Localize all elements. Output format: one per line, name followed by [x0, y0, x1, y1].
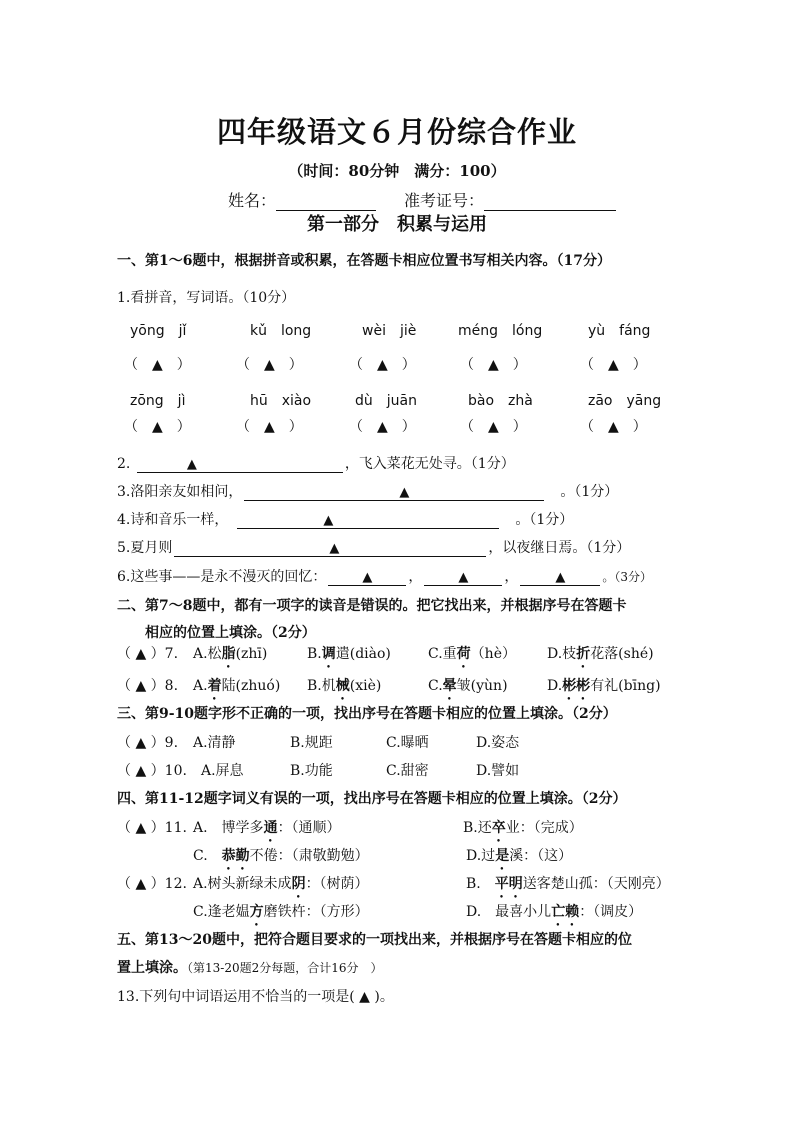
pinyin: yù fáng	[588, 323, 651, 339]
triangle-marker: ▲	[186, 457, 197, 472]
answer-box[interactable]: （ ▲ ）	[580, 357, 647, 373]
pinyin: kǔ long	[250, 323, 312, 339]
q9-option-d: D.姿态	[476, 735, 520, 751]
section2-heading: 二、第7～8题中，都有一项字的读音是错误的。把它找出来，并根据序号在答题卡	[117, 598, 627, 614]
triangle-marker: ▲	[458, 570, 469, 585]
triangle-marker: ▲	[399, 485, 410, 500]
q2	[117, 453, 515, 473]
page-title: 四年级语文６月份综合作业	[216, 115, 577, 149]
q12-option-b: B. 平明送客楚山孤：（天刚亮）	[466, 876, 670, 892]
answer-box[interactable]: （ ▲ ）	[124, 419, 191, 435]
pinyin: zōng jì	[130, 393, 186, 409]
q8-number[interactable]: （ ▲ ）8.	[117, 678, 179, 694]
id-label: 准考证号：	[404, 191, 485, 210]
pinyin: hū xiào	[250, 393, 312, 409]
q6-blank-3[interactable]	[520, 570, 600, 586]
section5-heading: 五、第13～20题中，把符合题目要求的一项找出来，并根据序号在答题卡相应的位	[117, 932, 632, 948]
q5-text: 5.夏月则	[117, 540, 173, 556]
q7-number[interactable]: （ ▲ ）7.	[117, 646, 179, 662]
pinyin: méng lóng	[458, 323, 543, 339]
q2-text: ，飞入菜花无处寻。（1分）	[344, 456, 515, 472]
q12-option-c: C.逢老媪方磨铁杵：（方形）	[193, 904, 369, 920]
q10-option-a: A.屏息	[201, 763, 244, 779]
q8-option-c: C.晕皱(yùn)	[428, 678, 508, 694]
part-title: 第一部分 积累与运用	[307, 214, 487, 235]
answer-box[interactable]: （ ▲ ）	[236, 419, 303, 435]
q6-end: 。（3分）	[602, 570, 652, 584]
pinyin: bào zhà	[468, 393, 533, 409]
q10-option-d: D.譬如	[476, 763, 520, 779]
name-label: 姓名：	[228, 191, 277, 210]
q4-end: 。（1分）	[515, 512, 574, 528]
q3	[117, 481, 618, 501]
pinyin: yōng jǐ	[130, 323, 187, 339]
q11-option-d: D.过是溪：（这）	[466, 848, 573, 864]
pinyin: zāo yāng	[588, 393, 662, 409]
q6	[117, 566, 652, 586]
q6-sep: ，	[408, 569, 423, 585]
q7-option-a: A.松脂(zhī)	[193, 646, 268, 662]
q6-sep: ，	[504, 569, 519, 585]
q11-option-b: B.还卒业：（完成）	[463, 820, 583, 836]
q9-option-a: A.清静	[193, 735, 236, 751]
q3-text: 3.洛阳亲友如相问，	[117, 484, 243, 500]
q2-blank[interactable]	[137, 457, 343, 473]
answer-box[interactable]: （ ▲ ）	[236, 357, 303, 373]
q4-blank[interactable]	[237, 513, 499, 529]
q7-option-d: D.枝折花落(shé)	[547, 646, 654, 662]
id-blank	[484, 194, 616, 211]
answer-box[interactable]: （ ▲ ）	[580, 419, 647, 435]
q4	[117, 509, 573, 529]
triangle-marker: ▲	[323, 513, 334, 528]
name-field	[228, 188, 376, 211]
answer-box[interactable]: （ ▲ ）	[460, 419, 527, 435]
section1-heading: 一、第1～6题中，根据拼音或积累，在答题卡相应位置书写相关内容。（17分）	[117, 253, 611, 269]
q8-option-d: D.彬彬有礼(bīng)	[547, 678, 661, 694]
q5-end: ，以夜继日焉。（1分）	[488, 540, 631, 556]
pinyin: wèi jiè	[362, 323, 417, 339]
answer-box[interactable]: （ ▲ ）	[460, 357, 527, 373]
q1-label: 1.看拼音，写词语。（10分）	[117, 290, 296, 306]
q9-number[interactable]: （ ▲ ）9.	[117, 735, 179, 751]
q12-option-a: A.树头新绿未成阴：（树荫）	[193, 876, 369, 892]
section2-heading-cont: 相应的位置上填涂。（2分）	[145, 625, 316, 641]
section3-heading: 三、第9-10题字形不正确的一项，找出序号在答题卡相应的位置上填涂。（2分）	[117, 706, 617, 722]
name-blank	[276, 194, 376, 211]
q12-number[interactable]: （ ▲ ）12.	[117, 876, 187, 892]
q9-option-b: B.规距	[290, 735, 333, 751]
q5-blank[interactable]	[174, 541, 486, 557]
triangle-marker: ▲	[329, 541, 340, 556]
q13: 13.下列句中词语运用不恰当的一项是( ▲ )。	[117, 989, 394, 1005]
q12-option-d: D. 最喜小儿亡赖：（调皮）	[466, 904, 643, 920]
q10-number[interactable]: （ ▲ ）10.	[117, 763, 187, 779]
answer-box[interactable]: （ ▲ ）	[349, 419, 416, 435]
q7-option-c: C.重荷（hè）	[428, 646, 516, 662]
q11-option-c: C. 恭勤不倦：（肃敬勤勉）	[193, 848, 369, 864]
q6-text: 6.这些事——是永不漫灭的回忆：	[117, 569, 327, 585]
section4-heading: 四、第11-12题字词义有误的一项，找出序号在答题卡相应的位置上填涂。（2分）	[117, 791, 627, 807]
section5-heading-tail: 置上填涂。	[117, 960, 187, 976]
answer-box[interactable]: （ ▲ ）	[124, 357, 191, 373]
q11-option-a: A. 博学多通：（通顺）	[193, 820, 341, 836]
section5-score-note: （第13-20题2分每题，合计16分 ）	[187, 961, 383, 975]
q6-blank-1[interactable]	[328, 570, 406, 586]
q2-number: 2.	[117, 456, 131, 472]
triangle-marker: ▲	[362, 570, 373, 585]
q3-end: 。（1分）	[560, 484, 619, 500]
q8-option-a: A.着陆(zhuó)	[193, 678, 281, 694]
q8-option-b: B.机械(xiè)	[307, 678, 382, 694]
q9-option-c: C.曝晒	[386, 735, 429, 751]
q3-blank[interactable]	[244, 485, 544, 501]
q10-option-b: B.功能	[290, 763, 333, 779]
exam-time-score: （时间：80分钟 满分：100）	[288, 162, 506, 180]
q11-number[interactable]: （ ▲ ）11.	[117, 820, 187, 836]
section5-heading-cont	[117, 957, 383, 977]
q4-text: 4.诗和音乐一样，	[117, 512, 222, 528]
q10-option-c: C.甜密	[386, 763, 429, 779]
id-field	[404, 188, 616, 211]
triangle-marker: ▲	[555, 570, 566, 585]
q7-option-b: B.调遣(diào)	[307, 646, 391, 662]
pinyin: dù juān	[355, 393, 417, 409]
q5	[117, 537, 630, 557]
answer-box[interactable]: （ ▲ ）	[349, 357, 416, 373]
q6-blank-2[interactable]	[424, 570, 502, 586]
